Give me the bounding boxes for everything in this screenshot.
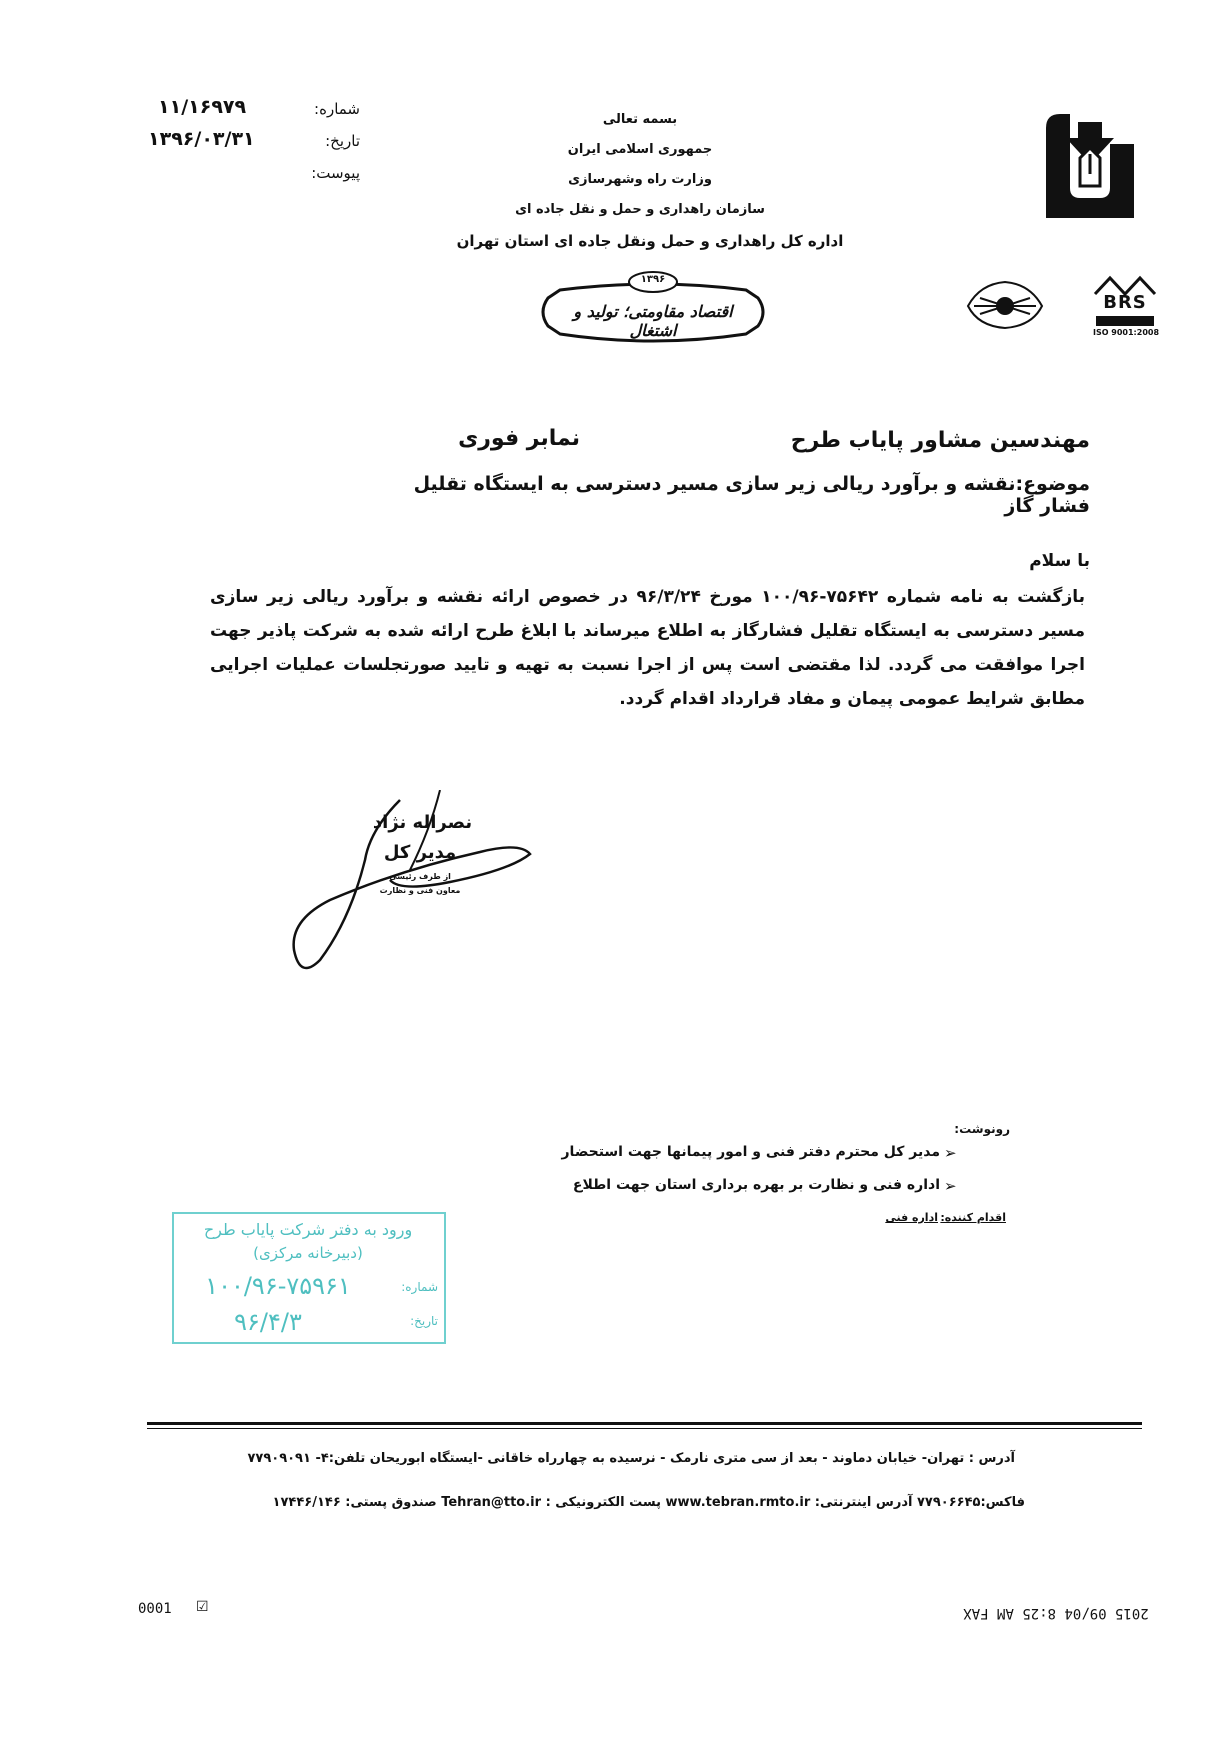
ministry-line: وزارت راه وشهرسازی: [568, 172, 712, 187]
checkbox-icon: ☑: [196, 1599, 209, 1615]
ministry-logo: [1040, 108, 1140, 223]
action-label: اقدام کننده:: [940, 1211, 1006, 1224]
footer-address: آدرس : تهران- خیابان دماوند - بعد از سی متری نارمک - نرسیده به چهارراه خاقانی -ایستگاه ابوریحان تلفن:۴- ۷۷۹۰۹۰۹۱: [247, 1451, 1015, 1466]
number-value: ۱۱/۱۶۹۷۹: [158, 96, 247, 118]
number-label: شماره:: [314, 100, 360, 118]
footer-rule: [147, 1422, 1142, 1425]
footer-rule: [147, 1428, 1142, 1429]
cc-item-2: اداره فنی و نظارت بر بهره برداری استان جهت اطلاع: [572, 1177, 940, 1193]
arrow-icon: ➢: [944, 1177, 957, 1195]
footer-contact: فاکس:۷۷۹۰۶۶۴۵ آدرس اینترنتی: www.tebran.rmto.ir پست الکترونیکی : Tehran@tto.ir صندوق پستی: ۱۷۴۴۶/۱۴۶: [272, 1495, 1025, 1510]
directorate-line: اداره کل راهداری و حمل ونقل جاده ای استان تهران: [456, 232, 844, 250]
stamp-number-value: ۱۰۰/۹۶-۷۵۹۶۱: [205, 1272, 351, 1300]
fax-label: نمابر فوری: [458, 426, 580, 451]
quality-emblem: [960, 272, 1050, 334]
stamp-line1: ورود به دفتر شرکت پایاب طرح: [203, 1220, 413, 1239]
signatory-line4: معاون فنی و نظارت: [379, 886, 461, 895]
recipient: مهندسین مشاور پایاب طرح: [790, 428, 1090, 453]
signatory-line3: از طرف رئیسی: [389, 872, 451, 881]
stamp-line2: (دبیرخانه مرکزی): [253, 1244, 363, 1262]
brs-label: BRS: [1103, 292, 1147, 313]
fax-page-number: 0001: [138, 1601, 172, 1617]
fax-timestamp: 2015 09/04 8:25 AM FAX: [963, 1605, 1149, 1621]
slogan-banner: [538, 268, 768, 356]
stamp-number-label: شماره:: [401, 1280, 438, 1294]
action-value: اداره فنی: [885, 1211, 938, 1224]
arrow-icon: ➢: [944, 1144, 957, 1162]
date-value: ۱۳۹۶/۰۳/۳۱: [148, 128, 255, 150]
organization-line: سازمان راهداری و حمل و نقل جاده ای: [515, 202, 765, 217]
signatory-title: مدیر کل: [383, 842, 457, 863]
date-label: تاریخ:: [325, 132, 360, 150]
basmala: بسمه تعالی: [602, 112, 678, 127]
cc-label: رونوشت:: [954, 1122, 1010, 1136]
receipt-stamp: [172, 1212, 446, 1344]
signatory-name: نصراله نژاد: [372, 812, 473, 833]
slogan-year: ۱۳۹۶: [640, 274, 666, 285]
letter-body: بازگشت به نامه شماره ۷۵۶۴۲-۱۰۰/۹۶ مورخ ۹۶/۳/۲۴ در خصوص ارائه نقشه و برآورد ریالی زیر سازی مسیر دسترسی به ایستگاه تقلیل فشارگاز به اطلاع میرساند با ابلاغ طرح ارائه شده به شرکت پاذیر جهت اجرا موافقت می گردد. لذا مقتضی است پس از اجرا نسبت به تهیه و تایید صورتجلسات عملیات اجرایی مطابق شرایط عمومی پیمان و مفاد قرارداد اقدام گردد.: [210, 587, 1085, 709]
iso-label: ISO 9001:2008: [1092, 328, 1160, 337]
cc-item-1: مدیر کل محترم دفتر فنی و امور پیمانها جهت استحضار: [561, 1144, 940, 1160]
brs-logo: [1090, 274, 1160, 336]
stamp-date-value: ۹۶/۴/۳: [234, 1308, 302, 1336]
subject: موضوع:نقشه و برآورد ریالی زیر سازی مسیر دسترسی به ایستگاه تقلیل فشار گاز: [413, 473, 1090, 517]
attachment-label: پیوست:: [311, 164, 360, 182]
republic-line: جمهوری اسلامی ایران: [567, 142, 713, 157]
slogan-text: اقتصاد مقاومتی؛ تولید و اشتغال: [573, 302, 733, 340]
stamp-date-label: تاریخ:: [410, 1314, 438, 1328]
greeting: با سلام: [1029, 551, 1090, 571]
